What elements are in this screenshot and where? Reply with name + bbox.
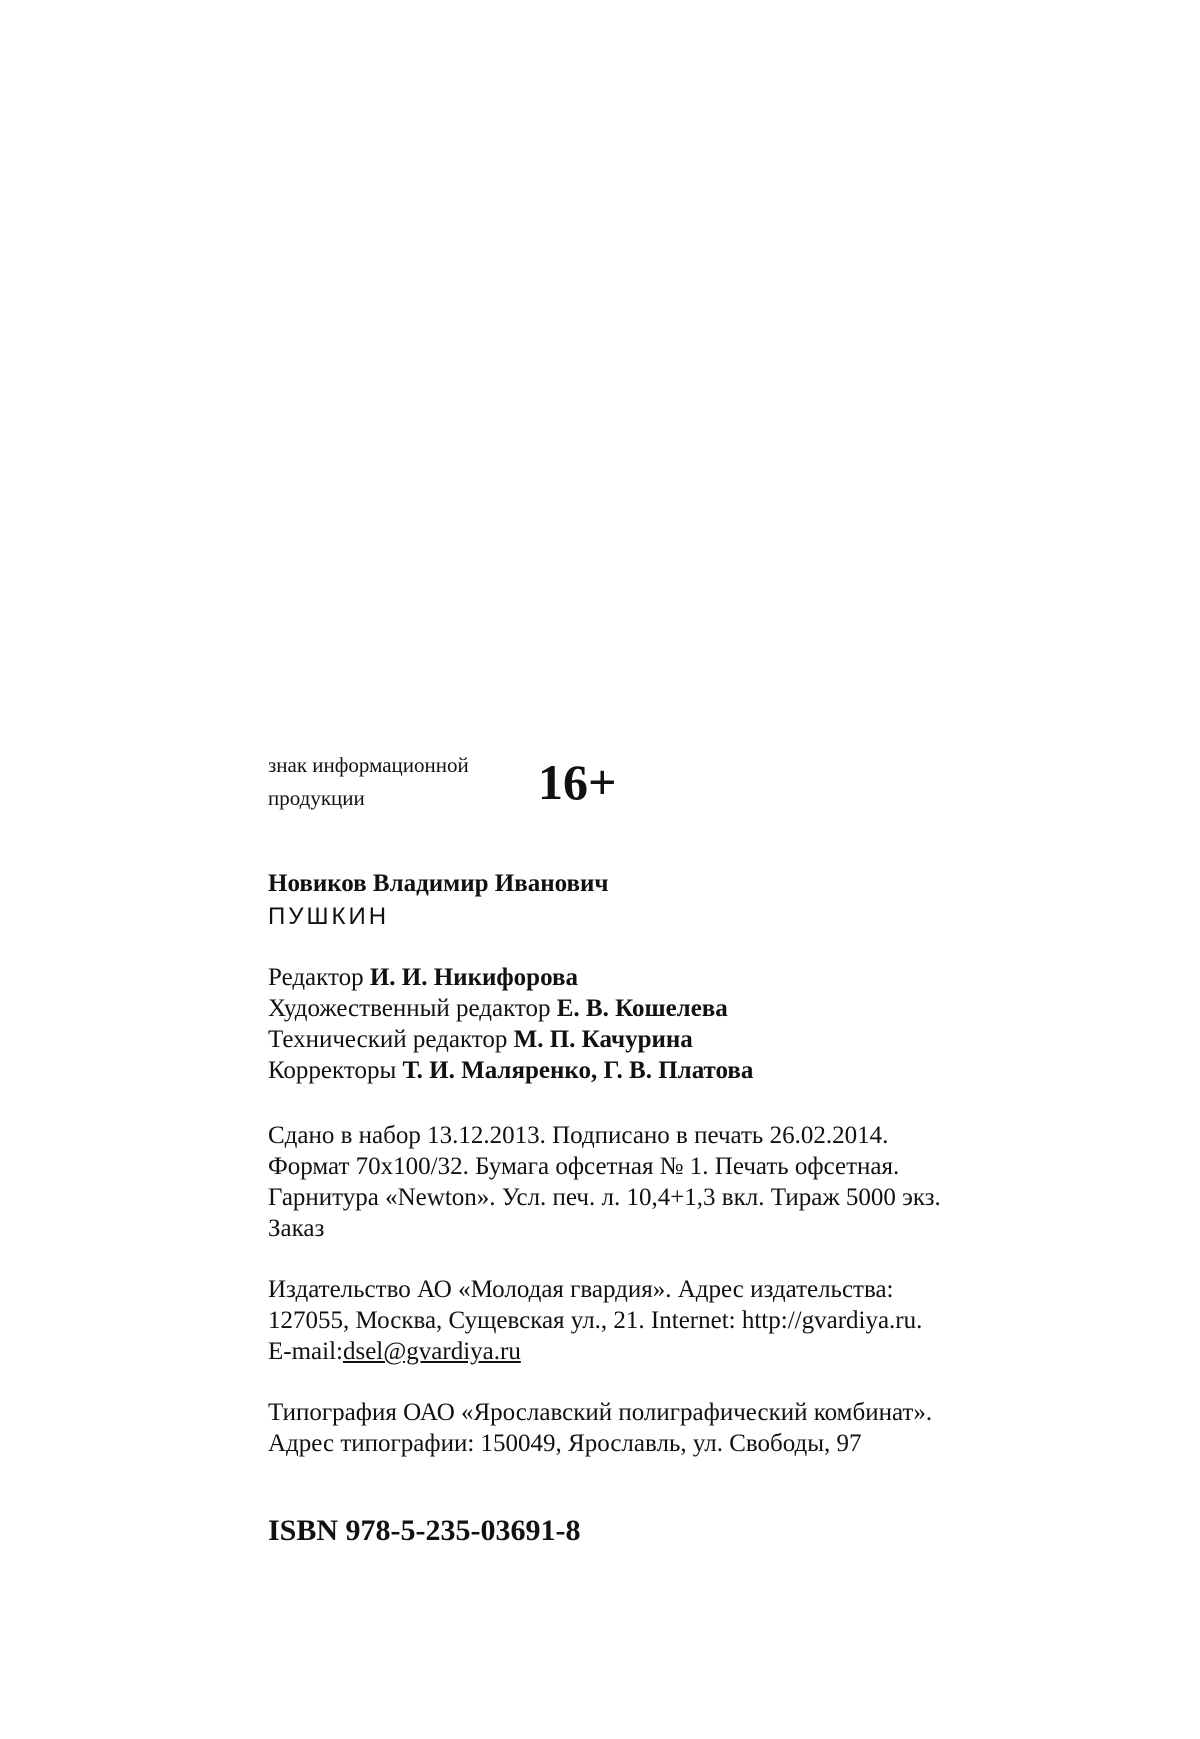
email-label: E-mail: [268, 1338, 343, 1365]
credit-name: М. П. Качурина [513, 1026, 693, 1053]
publisher-email-line [268, 1336, 1038, 1367]
isbn: ISBN 978-5-235-03691-8 [268, 1514, 581, 1547]
printer-line: Типография ОАО «Ярославский полиграфический комбинат». [268, 1399, 933, 1426]
age-rating-label-line: продукции [268, 786, 365, 810]
print-info-block [268, 1120, 1038, 1244]
print-info-line: Формат 70x100/32. Бумага офсетная № 1. Печать офсетная. [268, 1153, 900, 1180]
book-author: Новиков Владимир Иванович [268, 870, 609, 897]
print-info-line: Сдано в набор 13.12.2013. Подписано в печать 26.02.2014. [268, 1122, 889, 1149]
print-info-line: Гарнитура «Newton». Усл. печ. л. 10,4+1,3 вкл. Тираж 5000 экз. [268, 1184, 941, 1211]
credit-role: Технический редактор [268, 1026, 508, 1053]
credit-art-editor [268, 993, 1038, 1024]
credits-block [268, 962, 1038, 1086]
book-title: ПУШКИН [268, 903, 390, 930]
credit-role: Художественный редактор [268, 995, 551, 1022]
printer-block [268, 1397, 1038, 1459]
colophon [268, 740, 1038, 1549]
printer-line: Адрес типографии: 150049, Ярославль, ул. Свободы, 97 [268, 1430, 862, 1457]
credit-role: Корректоры [268, 1057, 397, 1084]
credit-role: Редактор [268, 964, 364, 991]
publisher-line: 127055, Москва, Сущевская ул., 21. Internet: http://gvardiya.ru. [268, 1307, 923, 1334]
print-info-line: Заказ [268, 1215, 325, 1242]
credit-name: Е. В. Кошелева [556, 995, 728, 1022]
credit-name: И. И. Никифорова [369, 964, 578, 991]
publisher-line: Издательство АО «Молодая гвардия». Адрес издательства: [268, 1276, 894, 1303]
age-rating-value: 16+ [538, 754, 617, 810]
email-link[interactable]: dsel@gvardiya.ru [342, 1338, 521, 1365]
credit-proofreaders [268, 1055, 1038, 1086]
credit-name: Т. И. Маляренко, Г. В. Платова [402, 1057, 754, 1084]
age-rating-label-line: знак информационной [268, 753, 469, 777]
age-rating-mark [268, 740, 1038, 824]
age-rating-label [268, 749, 538, 815]
publisher-block [268, 1274, 1038, 1367]
credit-editor [268, 962, 1038, 993]
credit-tech-editor [268, 1024, 1038, 1055]
